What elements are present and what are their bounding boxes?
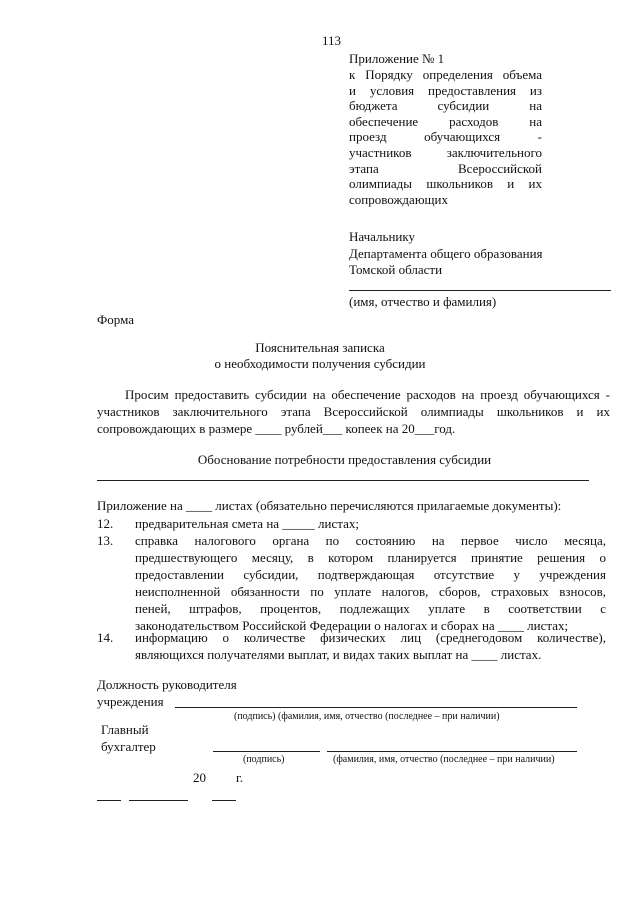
head-signature-line <box>175 707 577 708</box>
justification-title: Обоснование потребности предоставления субсидии <box>197 452 492 467</box>
appendix-line: участников заключительного <box>349 144 542 160</box>
request-paragraph <box>97 387 610 438</box>
addressee-name-line <box>349 290 611 291</box>
appendix-line: бюджета субсидии на <box>349 98 542 114</box>
date-year-suffix: г. <box>236 770 244 785</box>
appendix-line: обеспечение расходов на <box>349 113 542 129</box>
list-item-line: законодательством Российской Федерации о налогах и сборах на ____ листах; <box>135 618 569 633</box>
list-item-line: являющихся получателями выплат, и видах таких выплат на ____ листах. <box>135 647 542 662</box>
accountant-label-line2: бухгалтер <box>101 739 156 754</box>
request-line: сопровождающих в размере ____ рублей___ копеек на 20___год. <box>97 421 456 436</box>
list-item-number: 14. <box>97 630 114 645</box>
accountant-name-caption: (фамилия, имя, отчество (последнее – при наличии) <box>333 754 555 765</box>
list-item-line: пеней, штрафов, процентов, подлежащих уплате в соответствии с <box>135 601 606 616</box>
attachments-intro: Приложение на ____ листах (обязательно перечисляются прилагаемые документы): <box>97 498 562 513</box>
head-position-label: Должность руководителя <box>97 677 237 692</box>
appendix-line: к Порядку определения объема <box>349 67 542 82</box>
appendix-line: этапа Всероссийской <box>349 160 542 176</box>
justification-line <box>97 480 589 481</box>
list-item-number: 12. <box>97 516 114 531</box>
appendix-text <box>349 67 542 207</box>
list-item-line: предшествующего месяцу, в котором планируется принятие решения о <box>135 550 606 565</box>
addressee-line: Начальнику <box>349 229 416 244</box>
head-signature-caption: (подпись) (фамилия, имя, отчество (последнее – при наличии) <box>234 711 500 722</box>
list-item-line: предварительная смета на _____ листах; <box>135 516 359 531</box>
date-day-line <box>97 800 121 801</box>
heading-line2: о необходимости получения субсидии <box>214 356 426 371</box>
list-item-line: неисполненной обязанности по уплате налогов, сборов, страховых взносов, <box>135 584 606 599</box>
request-line: Просим предоставить субсидии на обеспечение расходов на проезд обучающихся - <box>125 387 610 402</box>
date-year-line <box>212 800 236 801</box>
list-item-line: информацию о количестве физических лиц (среднегодовом количестве), <box>135 630 606 645</box>
appendix-line: олимпиады школьников и их <box>349 176 542 192</box>
list-item-number: 13. <box>97 533 114 548</box>
list-item-line: справка налогового органа по состоянию на первое число месяца, <box>135 533 606 548</box>
addressee-line: Департамента общего образования <box>349 245 543 261</box>
page-number: 113 <box>322 33 342 48</box>
list-item-line: предоставлении субсидии, подтверждающая отсутствие у учреждения <box>135 567 606 582</box>
addressee-line: Томской области <box>349 262 443 277</box>
addressee-name-caption: (имя, отчество и фамилия) <box>349 294 497 309</box>
accountant-signature-line <box>213 751 320 752</box>
heading-line1: Пояснительная записка <box>255 340 385 355</box>
addressee <box>349 229 543 279</box>
accountant-signature-caption: (подпись) <box>243 754 285 765</box>
accountant-label-line1: Главный <box>101 722 149 737</box>
date-year-prefix: 20 <box>193 770 206 785</box>
accountant-name-line <box>327 751 577 752</box>
appendix-line: проезд обучающихся - <box>349 129 542 145</box>
appendix-line: и условия предоставления из <box>349 82 542 98</box>
form-label: Форма <box>97 312 134 327</box>
request-line: участников заключительного этапа Всероссийской олимпиады школьников и их <box>97 404 610 419</box>
head-institution-label: учреждения <box>97 694 164 709</box>
date-month-line <box>129 800 188 801</box>
appendix-line: сопровождающих <box>349 191 448 207</box>
appendix-title: Приложение № 1 <box>349 51 445 66</box>
